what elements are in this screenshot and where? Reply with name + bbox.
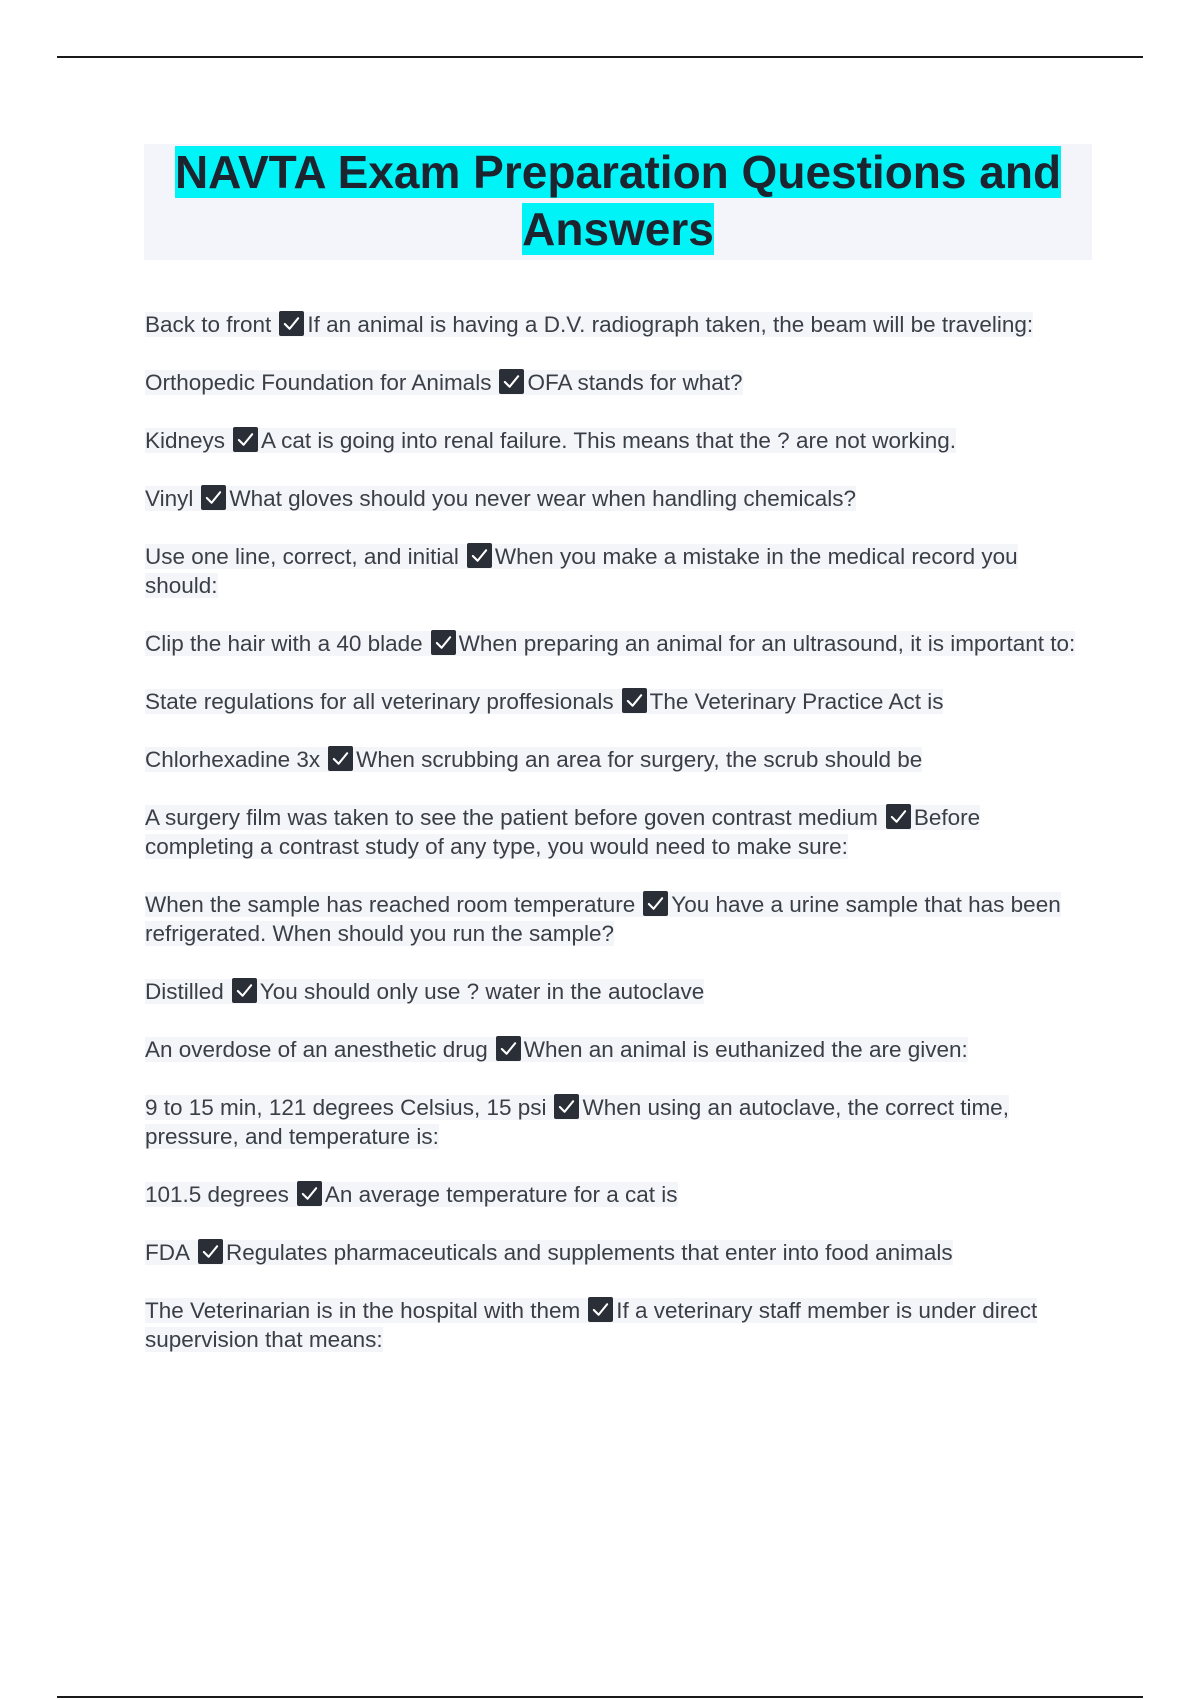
checkmark-icon xyxy=(643,891,668,916)
qa-item xyxy=(145,542,1093,600)
page-title xyxy=(144,144,1092,258)
qa-item xyxy=(145,687,1093,716)
answer-text: Use one line, correct, and initial xyxy=(145,544,459,569)
question-text: You should only use ? water in the autoclave xyxy=(259,979,705,1004)
question-text: Regulates pharmaceuticals and supplements that enter into food animals xyxy=(226,1240,953,1265)
checkmark-icon xyxy=(233,427,258,452)
answer-text: A surgery film was taken to see the patient before goven contrast medium xyxy=(145,805,878,830)
answer-text: An overdose of an anesthetic drug xyxy=(145,1037,488,1062)
qa-item xyxy=(145,484,1093,513)
qa-item xyxy=(145,1093,1093,1151)
answer-text: Orthopedic Foundation for Animals xyxy=(145,370,492,395)
qa-item xyxy=(145,1035,1093,1064)
question-text: An average temperature for a cat is xyxy=(324,1182,678,1207)
checkmark-icon xyxy=(588,1297,613,1322)
question-text: What gloves should you never wear when handling chemicals? xyxy=(229,486,856,511)
checkmark-icon xyxy=(496,1036,521,1061)
qa-item xyxy=(145,1296,1093,1354)
qa-item xyxy=(145,745,1093,774)
answer-text: Back to front xyxy=(145,312,272,337)
checkmark-icon xyxy=(554,1094,579,1119)
checkmark-icon xyxy=(499,369,524,394)
checkmark-icon xyxy=(886,804,911,829)
page-title-text: NAVTA Exam Preparation Questions and Answers xyxy=(174,146,1062,255)
checkmark-icon xyxy=(297,1181,322,1206)
bottom-rule xyxy=(57,1696,1143,1698)
answer-text: Vinyl xyxy=(145,486,194,511)
qa-list xyxy=(145,310,1093,1383)
checkmark-icon xyxy=(198,1239,223,1264)
question-text: When an animal is euthanized the are given: xyxy=(523,1037,968,1062)
checkmark-icon xyxy=(622,688,647,713)
checkmark-icon xyxy=(467,543,492,568)
qa-item xyxy=(145,803,1093,861)
question-text: A cat is going into renal failure. This means that the ? are not working. xyxy=(261,428,957,453)
answer-text: Distilled xyxy=(145,979,224,1004)
qa-item xyxy=(145,977,1093,1006)
checkmark-icon xyxy=(232,978,257,1003)
checkmark-icon xyxy=(201,485,226,510)
question-text: You have a urine sample that has been refrigerated. When should you run the sample? xyxy=(145,892,1061,946)
qa-item xyxy=(145,1238,1093,1267)
qa-item xyxy=(145,368,1093,397)
checkmark-icon xyxy=(431,630,456,655)
qa-item xyxy=(145,890,1093,948)
question-text: If a veterinary staff member is under direct supervision that means: xyxy=(145,1298,1038,1352)
answer-text: Clip the hair with a 40 blade xyxy=(145,631,423,656)
question-text: OFA stands for what? xyxy=(527,370,743,395)
question-text: When preparing an animal for an ultrasound, it is important to: xyxy=(458,631,1076,656)
title-block xyxy=(144,144,1092,260)
question-text: The Veterinary Practice Act is xyxy=(649,689,944,714)
question-text: When you make a mistake in the medical record you should: xyxy=(145,544,1018,598)
checkmark-icon xyxy=(328,746,353,771)
answer-text: The Veterinarian is in the hospital with them xyxy=(145,1298,581,1323)
qa-item xyxy=(145,629,1093,658)
checkmark-icon xyxy=(279,311,304,336)
qa-item xyxy=(145,426,1093,455)
answer-text: When the sample has reached room temperature xyxy=(145,892,636,917)
answer-text: Kidneys xyxy=(145,428,226,453)
question-text: Before completing a contrast study of any type, you would need to make sure: xyxy=(145,805,981,859)
answer-text: 101.5 degrees xyxy=(145,1182,289,1207)
question-text: When scrubbing an area for surgery, the scrub should be xyxy=(356,747,923,772)
qa-item xyxy=(145,1180,1093,1209)
question-text: If an animal is having a D.V. radiograph taken, the beam will be traveling: xyxy=(307,312,1034,337)
answer-text: 9 to 15 min, 121 degrees Celsius, 15 psi xyxy=(145,1095,547,1120)
answer-text: Chlorhexadine 3x xyxy=(145,747,321,772)
answer-text: FDA xyxy=(145,1240,190,1265)
question-text: When using an autoclave, the correct time, pressure, and temperature is: xyxy=(145,1095,1009,1149)
qa-item xyxy=(145,310,1093,339)
top-rule xyxy=(57,56,1143,58)
answer-text: State regulations for all veterinary proffesionals xyxy=(145,689,614,714)
